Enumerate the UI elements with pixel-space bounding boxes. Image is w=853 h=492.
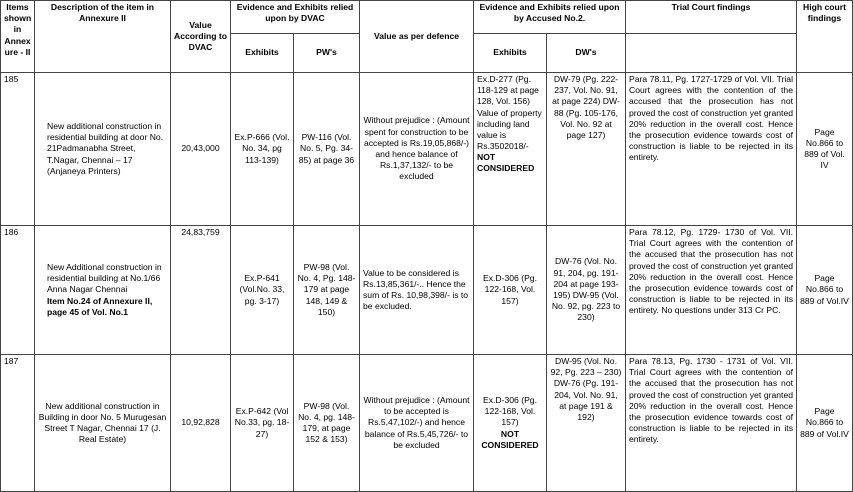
item-accused-exhibits	[474, 73, 547, 226]
item-exhibits: Ex.P-666 (Vol. No. 34, pg 113-139)	[231, 73, 294, 226]
description-text: New Additional construction in residential building at No.1/66 Anna Nagar Chennai	[47, 262, 162, 295]
not-considered-label: NOT CONSIDERED	[477, 152, 535, 174]
item-defence-value: Without prejudice : (Amount spent for construction to be accepted is Rs.19,05,868/-) and hence balance of Rs.1,37,132/- to be excluded	[360, 73, 474, 226]
item-number: 186	[1, 226, 35, 355]
item-number: 185	[1, 73, 35, 226]
header-exhibits: Exhibits	[231, 34, 294, 73]
description-text: New additional construction in residential building at door No. 21Padmanabha Street, T.Nagar, Chennai – 17 (Anjaneya Printers)	[47, 121, 164, 176]
item-value: 24,83,759	[171, 226, 231, 355]
item-pws: PW-98 (Vol. No. 4, pg. 148- 179, at page 152 & 153)	[294, 355, 360, 492]
item-trial-findings: Para 78.12, Pg. 1729- 1730 of Vol. VII. Trial Court agrees with the contention of the accused that the prosecution has not proved the cost of construction yet granted 20% reduction in the overall cost. Hence the prosecution evidence towards cost of construction is liable to be rejected in its entirety. No questions under 313 Cr PC.	[626, 226, 797, 355]
item-number: 187	[1, 355, 35, 492]
item-dws: DW-79 (Pg. 222-237, Vol. No. 91, at page 224) DW-88 (Pg. 105-176, Vol. No. 92 at page 127)	[547, 73, 626, 226]
item-trial-findings: Para 78.13, Pg. 1730 - 1731 of Vol. VII. Trial Court agrees with the contention of the accused that the prosecution has not proved the cost of construction yet granted 20% reduction in the overall cost. Hence the prosecution evidence towards cost of construction is liable to be rejected in its entirety.	[626, 355, 797, 492]
header-pws: PW's	[294, 34, 360, 73]
not-considered-label: NOT CONSIDERED	[481, 428, 539, 450]
item-description	[35, 226, 171, 355]
header-trial-blank	[626, 34, 797, 73]
item-dws: DW-76 (Vol. No. 91, 204, pg. 191-204 at page 193-195) DW-95 (Vol. No. 92, pg. 223 to 230)	[547, 226, 626, 355]
header-items: Items shown in Annex ure - II	[1, 1, 35, 73]
item-high-court: Page No.866 to 889 of Vol.IV	[797, 355, 853, 492]
header-high-court: High court findings	[797, 1, 853, 73]
accused-exhibits-text: Ex.D-277 (Pg. 118-129 at page 128, Vol. 156) Value of property including land value is Rs.3502018/-	[477, 74, 542, 152]
item-pws: PW-98 (Vol. No. 4, Pg. 148-179 at page 148, 149 & 150)	[294, 226, 360, 355]
header-description: Description of the item in Annexure II	[35, 1, 171, 73]
table-row	[1, 355, 853, 492]
item-defence-value: Value to be considered is Rs.13,85,361/-.. Hence the sum of Rs. 10,98,398/- is to be excluded.	[360, 226, 474, 355]
item-description: New additional construction in Building in door No. 5 Murugesan Street T Nagar, Chennai 17 (J. Real Estate)	[35, 355, 171, 492]
description-annexure-ref: Item No.24 of Annexure II, page 45 of Vol. No.1	[47, 295, 153, 317]
item-exhibits: Ex.P-642 (Vol No.33, pg. 18-27)	[231, 355, 294, 492]
item-dws: DW-95 (Vol. No. 92, Pg. 223 – 230) DW-76 (Pg. 191- 204, Vol. No. 91, at page 191 & 192)	[547, 355, 626, 492]
table-row	[1, 73, 853, 226]
item-trial-findings: Para 78.11, Pg. 1727-1729 of Vol. VII. Trial Court agrees with the contention of the accused that the prosecution has not proved the cost of construction yet granted 20% reduction in the overall cost. Hence the prosecution evidence towards cost of construction is liable to be rejected in its entirety.	[626, 73, 797, 226]
item-exhibits: Ex.P-641 (Vol.No. 33, pg. 3-17)	[231, 226, 294, 355]
item-accused-exhibits	[474, 355, 547, 492]
item-high-court: Page No.866 to 889 of Vol. IV	[797, 73, 853, 226]
header-value: Value According to DVAC	[171, 1, 231, 73]
header-trial-court: Trial Court findings	[626, 1, 797, 34]
header-evidence-accused: Evidence and Exhibits relied upon by Accused No.2.	[474, 1, 626, 34]
header-evidence-dvac: Evidence and Exhibits relied upon by DVAC	[231, 1, 360, 34]
accused-exhibits-text: Ex.D-306 (Pg. 122-168, Vol. 157)	[483, 395, 537, 428]
item-accused-exhibits: Ex.D-306 (Pg. 122-168, Vol. 157)	[474, 226, 547, 355]
item-value: 10,92,828	[171, 355, 231, 492]
header-exhibits-accused: Exhibits	[474, 34, 547, 73]
table-row	[1, 226, 853, 355]
item-description	[35, 73, 171, 226]
header-value-defence: Value as per defence	[360, 1, 474, 73]
header-dws: DW's	[547, 34, 626, 73]
item-high-court: Page No.866 to 889 of Vol.IV	[797, 226, 853, 355]
item-value: 20,43,000	[171, 73, 231, 226]
item-pws: PW-116 (Vol. No. 5, Pg. 34-85) at page 36	[294, 73, 360, 226]
item-defence-value: Without prejudice : (Amount to be accepted is Rs.5,47,102/-) and hence balance of Rs.5,45,726/- to be excluded	[360, 355, 474, 492]
